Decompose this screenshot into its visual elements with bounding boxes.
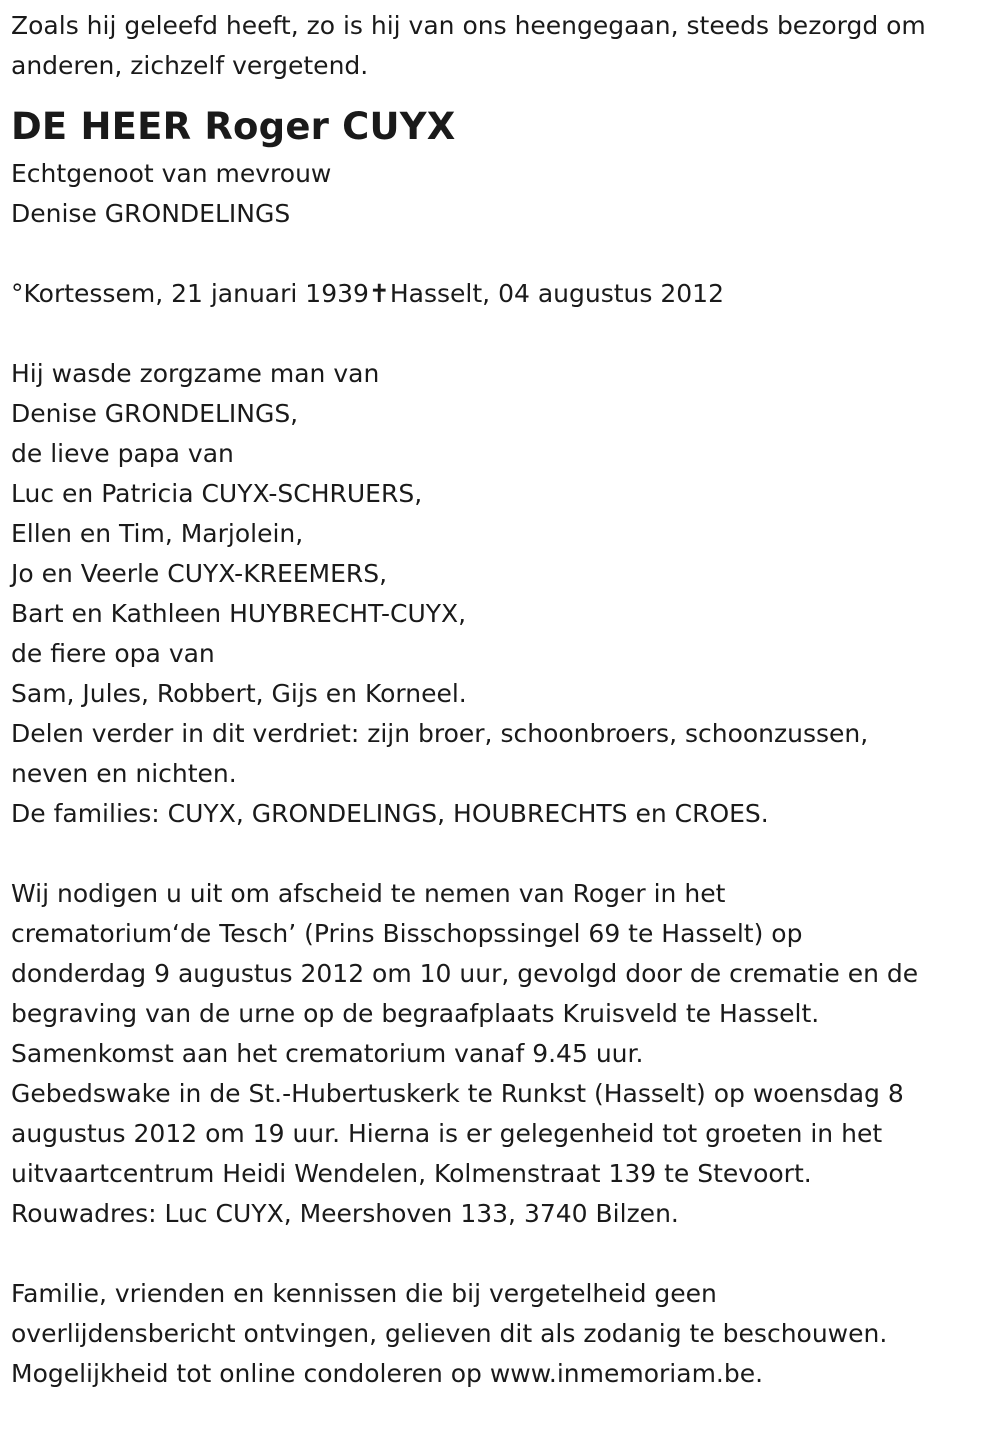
motto bbox=[11, 6, 990, 86]
cross-icon: ✝ bbox=[368, 279, 390, 308]
spacer bbox=[11, 1234, 990, 1274]
ceremony-line: Rouwadres: Luc CUYX, Meershoven 133, 3740 Bilzen. bbox=[11, 1199, 679, 1228]
closing-line: overlijdensbericht ontvingen, gelieven dit als zodanig te beschouwen. bbox=[11, 1319, 888, 1348]
family-line: de fiere opa van bbox=[11, 639, 215, 668]
dates-line bbox=[11, 274, 990, 314]
family-line: de lieve papa van bbox=[11, 439, 234, 468]
ceremony-line: Samenkomst aan het crematorium vanaf 9.45 uur. bbox=[11, 1039, 644, 1068]
motto-line: Zoals hij geleefd heeft, zo is hij van ons heengegaan, steeds bezorgd om bbox=[11, 11, 926, 40]
ceremony-line: crematorium‘de Tesch’ (Prins Bisschopssingel 69 te Hasselt) op bbox=[11, 919, 803, 948]
spacer bbox=[11, 234, 990, 274]
ceremony-line: Gebedswake in de St.-Hubertuskerk te Runkst (Hasselt) op woensdag 8 bbox=[11, 1079, 904, 1108]
closing-block bbox=[11, 1274, 990, 1394]
ceremony-line: begraving van de urne op de begraafplaats Kruisveld te Hasselt. bbox=[11, 999, 820, 1028]
spouse-line: Denise GRONDELINGS bbox=[11, 199, 291, 228]
family-line: neven en nichten. bbox=[11, 759, 237, 788]
death-date: Hasselt, 04 augustus 2012 bbox=[389, 279, 724, 308]
closing-line: Mogelijkheid tot online condoleren op www.inmemoriam.be. bbox=[11, 1359, 764, 1388]
motto-line: anderen, zichzelf vergetend. bbox=[11, 51, 369, 80]
family-line: Denise GRONDELINGS, bbox=[11, 399, 299, 428]
spacer bbox=[11, 314, 990, 354]
family-line: Ellen en Tim, Marjolein, bbox=[11, 519, 304, 548]
family-line: Luc en Patricia CUYX-SCHRUERS, bbox=[11, 479, 423, 508]
ceremony-line: donderdag 9 augustus 2012 om 10 uur, gevolgd door de crematie en de bbox=[11, 959, 919, 988]
family-block bbox=[11, 354, 990, 834]
ceremony-line: uitvaartcentrum Heidi Wendelen, Kolmenstraat 139 te Stevoort. bbox=[11, 1159, 812, 1188]
ceremony-line: Wij nodigen u uit om afscheid te nemen van Roger in het bbox=[11, 879, 726, 908]
family-line: Delen verder in dit verdriet: zijn broer, schoonbroers, schoonzussen, bbox=[11, 719, 869, 748]
family-line: Hij wasde zorgzame man van bbox=[11, 359, 380, 388]
ceremony-block bbox=[11, 874, 990, 1234]
spouse-block bbox=[11, 154, 990, 234]
closing-line: Familie, vrienden en kennissen die bij vergetelheid geen bbox=[11, 1279, 717, 1308]
family-line: Bart en Kathleen HUYBRECHT-CUYX, bbox=[11, 599, 467, 628]
family-line: Sam, Jules, Robbert, Gijs en Korneel. bbox=[11, 679, 467, 708]
birth-date: °Kortessem, 21 januari 1939 bbox=[11, 279, 369, 308]
spacer bbox=[11, 834, 990, 874]
family-line: De families: CUYX, GRONDELINGS, HOUBRECHTS en CROES. bbox=[11, 799, 769, 828]
deceased-name: DE HEER Roger CUYX bbox=[11, 105, 456, 148]
ceremony-line: augustus 2012 om 19 uur. Hierna is er gelegenheid tot groeten in het bbox=[11, 1119, 883, 1148]
family-line: Jo en Veerle CUYX-KREEMERS, bbox=[11, 559, 388, 588]
spouse-line: Echtgenoot van mevrouw bbox=[11, 159, 332, 188]
